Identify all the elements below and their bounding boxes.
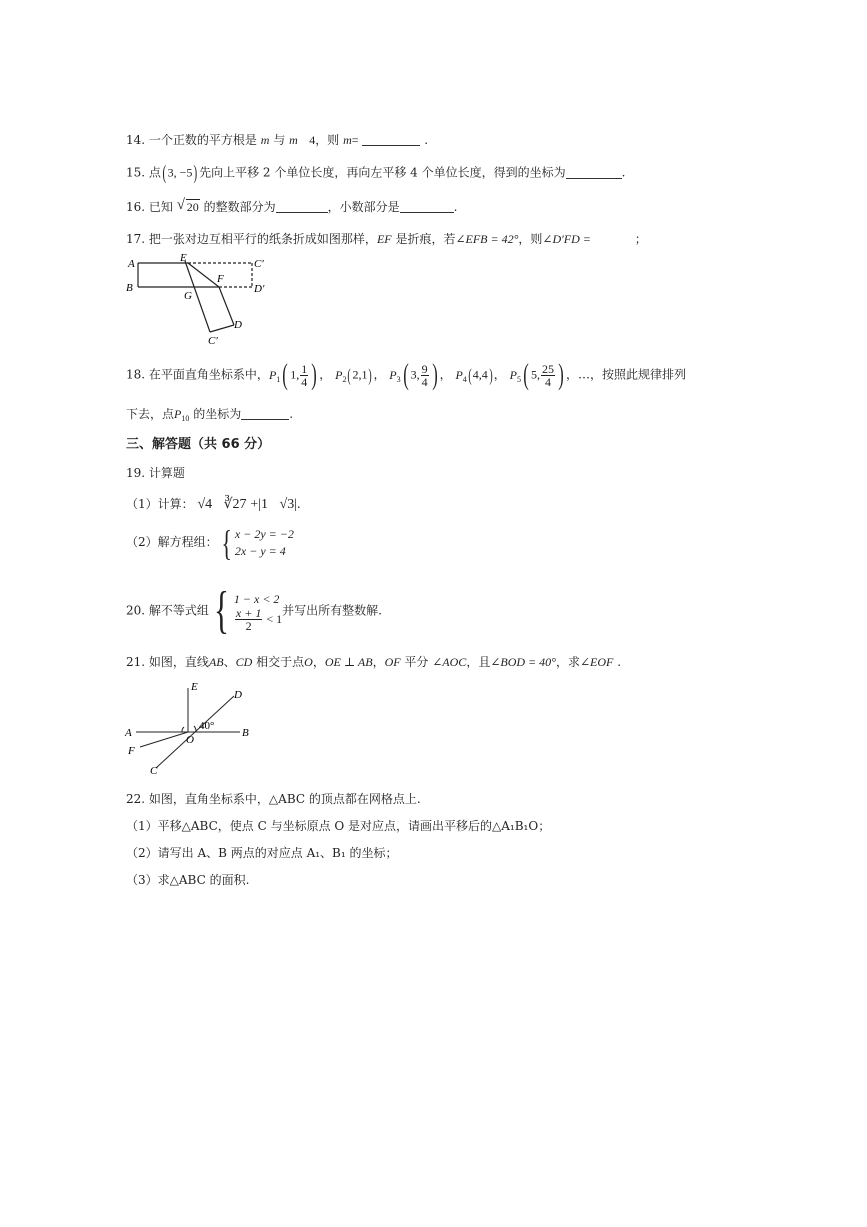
text: 如图，直角坐标系中，△ABC 的顶点都在网格点上. xyxy=(148,792,421,806)
math-line: AB xyxy=(208,655,224,669)
denominator: 2 xyxy=(245,618,252,633)
math-expr: +|1 xyxy=(250,497,269,512)
subscript: 1 xyxy=(276,374,281,384)
fold-diagram xyxy=(122,252,282,348)
text: . xyxy=(621,165,626,180)
numerator: 25 xyxy=(541,361,554,376)
subscript: 10 xyxy=(181,414,190,423)
math-angle: ∠D′FD = xyxy=(542,232,591,246)
coord: 2,1 xyxy=(352,367,368,382)
subscript: 4 xyxy=(462,374,467,384)
math-angle: ∠EFB = 42° xyxy=(455,232,519,246)
text: （2）解方程组： xyxy=(126,535,218,549)
text: ， xyxy=(372,655,385,669)
section-3-heading: 三、解答题（共 66 分） xyxy=(126,437,271,452)
question-19-part-1 xyxy=(126,496,301,513)
text: 并写出所有整数解. xyxy=(282,603,382,618)
question-22-part-3: （3）求△ABC 的面积. xyxy=(126,873,250,887)
numerator: 1 xyxy=(301,361,308,376)
math-expr: √4 xyxy=(197,497,213,512)
intersecting-lines-diagram xyxy=(122,680,262,780)
math-segment: EF xyxy=(376,232,392,246)
text: ，小数部分是 xyxy=(327,200,400,214)
text: 与 xyxy=(273,133,286,147)
text: 一个正数的平方根是 xyxy=(148,133,257,147)
question-15 xyxy=(126,163,625,183)
text: ，…，按照此规律排列 xyxy=(565,367,686,382)
question-number: 14. xyxy=(126,133,146,147)
answer-blank[interactable] xyxy=(362,133,420,146)
equation-system xyxy=(235,526,294,560)
text: ，则 xyxy=(518,232,543,246)
point-P4 xyxy=(455,368,466,382)
subscript: 5 xyxy=(516,374,521,384)
label-D: D xyxy=(234,689,242,701)
text: 已知 xyxy=(148,200,173,214)
paren: ) xyxy=(193,162,198,184)
answer-blank[interactable] xyxy=(566,166,622,179)
label-E: E xyxy=(180,252,187,264)
question-18: 18. 在平面直角坐标系中，$P_1$( 1, $\frac{1}{4}$ ) ， $P_2(2,1)$， $P_3$( 3, $\frac{9}{4}$ ) ， $P_4(4,4)$， $P_5$( 5, $\frac{25}{4}$ ) ，…，按照此规律排列 xyxy=(126,358,686,391)
question-16 xyxy=(126,199,457,215)
coord: 1, xyxy=(290,367,300,382)
point-P3 xyxy=(389,368,400,382)
text: 下去，点 xyxy=(126,407,175,421)
text: 先向上平移 2 个单位长度，再向左平移 4 个单位长度，得到的坐标为 xyxy=(199,165,566,180)
question-number: 18. xyxy=(126,367,146,382)
math-expr: ∛27 xyxy=(223,497,247,512)
math-ray: OF xyxy=(384,655,401,669)
question-19 xyxy=(126,465,185,481)
text: . xyxy=(453,200,458,214)
math-expr: √3|. xyxy=(279,497,301,512)
text: ，且 xyxy=(466,655,491,669)
question-22 xyxy=(126,791,421,807)
math-point: O xyxy=(304,655,313,669)
point-name: P xyxy=(509,367,517,382)
answer-blank[interactable] xyxy=(241,407,289,420)
question-20 xyxy=(126,582,382,639)
label-B: B xyxy=(126,282,133,294)
label-angle-40: 40° xyxy=(199,720,215,732)
label-A: A xyxy=(128,258,135,270)
answer-blank[interactable] xyxy=(400,200,454,213)
text: 的坐标为 xyxy=(193,407,242,421)
question-number: 22. xyxy=(126,792,146,806)
math-angle: ∠AOC xyxy=(432,655,467,669)
point-name: P xyxy=(174,407,182,421)
subscript: 2 xyxy=(342,374,347,384)
equation: 2x − y = 4 xyxy=(234,543,286,558)
question-18-cont xyxy=(126,406,293,427)
inequality: < 1 xyxy=(266,612,283,626)
text: . xyxy=(424,133,429,147)
text: ，则 xyxy=(315,133,340,147)
denominator: 4 xyxy=(544,374,551,389)
math-var: m xyxy=(289,133,298,147)
text: 点 xyxy=(148,165,161,180)
point-name: P xyxy=(389,367,397,382)
inequality-system xyxy=(234,591,282,632)
math-line: CD xyxy=(235,655,253,669)
text: 如图，直线 xyxy=(148,655,209,669)
label-O: O xyxy=(186,734,194,746)
sqrt-expression: √ 20 xyxy=(176,197,199,214)
point-name: P xyxy=(268,367,277,382)
numerator: x + 1 xyxy=(235,605,262,620)
label-C-prime-top: C′ xyxy=(254,258,264,270)
brace: { xyxy=(221,522,232,563)
paren: ( xyxy=(162,162,167,184)
fraction xyxy=(421,363,429,388)
coord: 4,4 xyxy=(472,367,488,382)
coord: 5, xyxy=(530,367,540,382)
question-number: 16. xyxy=(126,200,146,214)
label-A: A xyxy=(125,727,132,739)
text: 解不等式组 xyxy=(148,603,209,618)
math-number: 4 xyxy=(309,133,316,147)
point-coords: 3, −5 xyxy=(167,165,193,180)
math-var: m xyxy=(343,133,352,147)
point-P10 xyxy=(174,407,189,421)
folded-edge-bottom xyxy=(210,325,234,332)
angle-arc-left xyxy=(182,727,184,732)
text: 是折痕，若 xyxy=(395,232,456,246)
label-E: E xyxy=(191,681,198,693)
numerator: 9 xyxy=(421,361,428,376)
text: 在平面直角坐标系中， xyxy=(148,367,269,382)
text: 平分 xyxy=(404,655,429,669)
question-number: 19. xyxy=(126,466,146,480)
fraction xyxy=(300,363,308,388)
point-P5 xyxy=(510,368,521,382)
text: . xyxy=(289,407,294,421)
equation: x − 2y = −2 xyxy=(234,526,294,541)
label-C: C xyxy=(150,765,158,777)
label-B: B xyxy=(242,727,249,739)
text: 的整数部分为 xyxy=(203,200,276,214)
text: ， xyxy=(312,655,325,669)
math-eq: = xyxy=(351,133,359,147)
math-angle: ∠EOF xyxy=(579,655,614,669)
text: 把一张对边互相平行的纸条折成如图那样， xyxy=(148,232,377,246)
inequality: 1 − x < 2 xyxy=(233,591,280,606)
label-G: G xyxy=(184,290,192,302)
label-D-prime: D′ xyxy=(254,283,265,295)
question-17 xyxy=(126,231,647,247)
math-perp: OE ⊥ AB xyxy=(324,655,373,669)
text: 相交于点 xyxy=(256,655,305,669)
question-number: 21. xyxy=(126,655,146,669)
text: ； xyxy=(634,232,647,246)
text: 计算题 xyxy=(148,466,185,480)
point-P2 xyxy=(335,368,346,382)
denominator: 4 xyxy=(301,374,308,389)
label-C-prime: C′ xyxy=(208,335,218,347)
math-var: m xyxy=(260,133,270,147)
question-number: 15. xyxy=(126,165,146,180)
text: . xyxy=(617,655,622,669)
label-F: F xyxy=(128,745,135,757)
question-22-part-1: （1）平移△ABC，使点 C 与坐标原点 O 是对应点，请画出平移后的△A₁B₁O； xyxy=(126,819,551,833)
question-number: 17. xyxy=(126,232,146,246)
label-D: D xyxy=(234,319,242,331)
point-name: P xyxy=(335,367,343,382)
text: ，求 xyxy=(555,655,580,669)
point-P1 xyxy=(269,368,280,382)
question-19-part-2 xyxy=(126,524,294,561)
point-name: P xyxy=(455,367,463,382)
coord: 3, xyxy=(410,367,420,382)
text: （1）计算： xyxy=(126,497,194,511)
subscript: 3 xyxy=(396,374,401,384)
folded-edge-right xyxy=(219,287,234,325)
angle-arc-40 xyxy=(194,726,196,732)
math-angle: ∠BOD = 40° xyxy=(490,655,556,669)
question-number: 20. xyxy=(126,603,146,618)
question-22-part-2: （2）请写出 A、B 两点的对应点 A₁、B₁ 的坐标； xyxy=(126,846,398,860)
denominator: 4 xyxy=(421,374,428,389)
brace: { xyxy=(213,582,229,639)
question-21 xyxy=(126,654,621,670)
answer-blank[interactable] xyxy=(276,200,328,213)
fraction xyxy=(541,363,555,388)
label-F: F xyxy=(217,273,224,285)
question-14 xyxy=(126,132,428,148)
text: 、 xyxy=(223,655,236,669)
radicand: 20 xyxy=(186,200,199,214)
